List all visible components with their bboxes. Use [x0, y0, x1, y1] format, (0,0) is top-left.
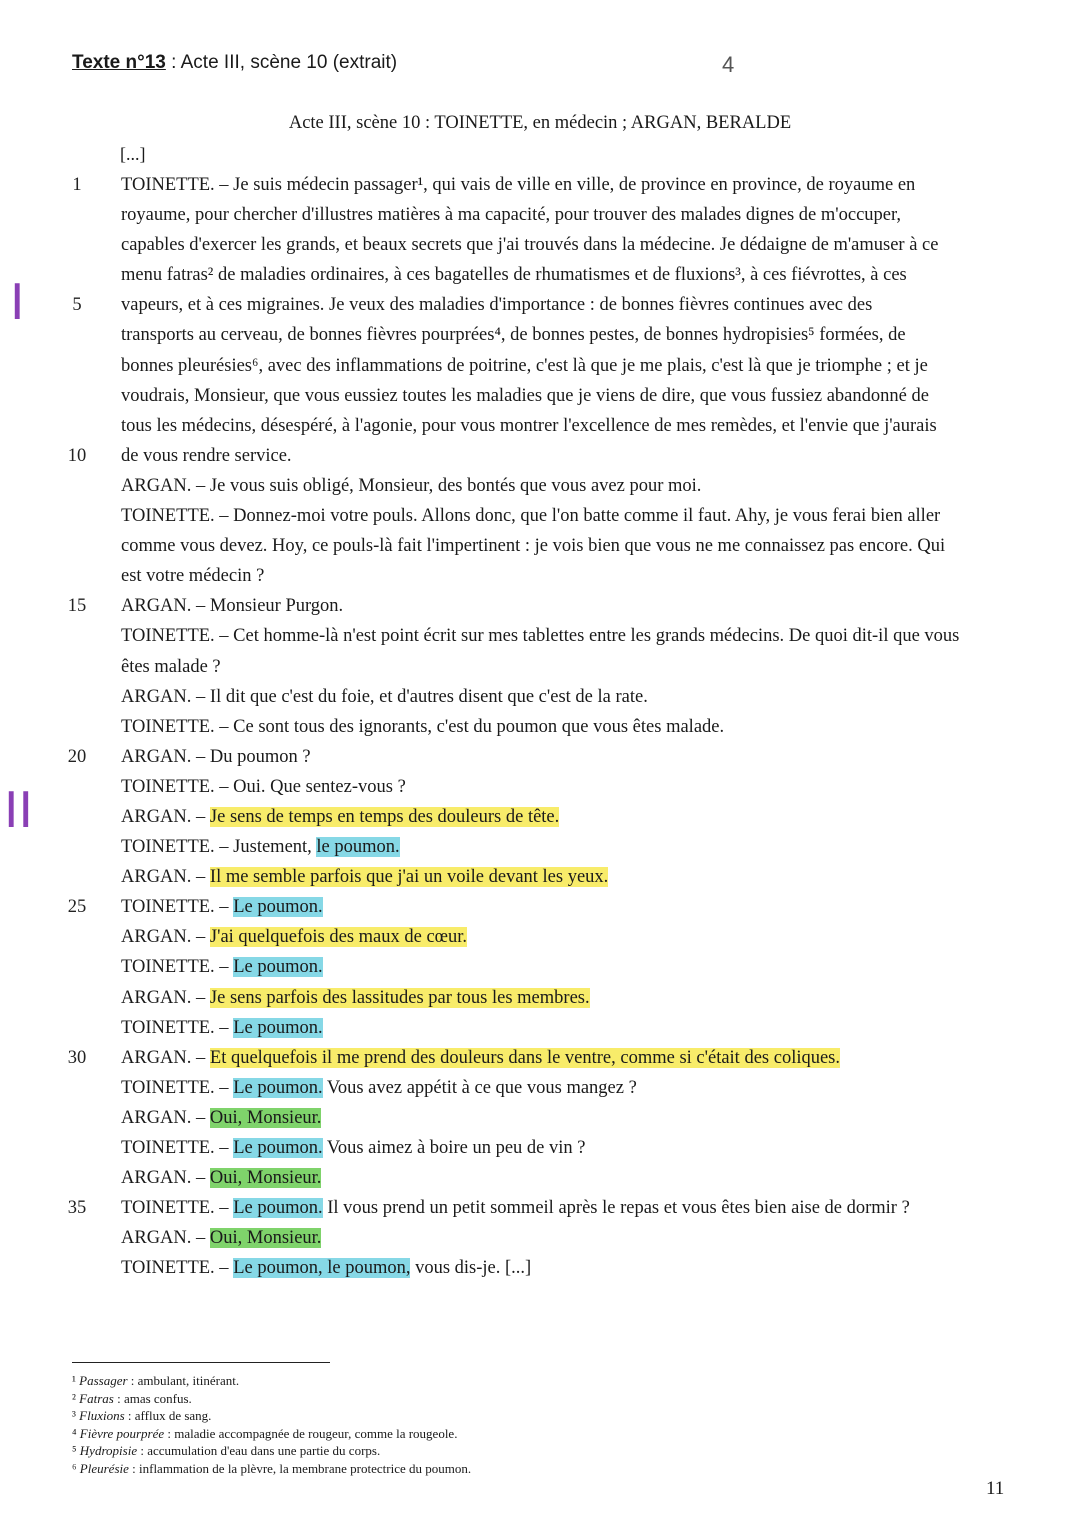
text-line [0, 983, 1080, 1013]
speaker-label: TOINETTE. – [121, 1198, 234, 1219]
text-line [0, 320, 1080, 350]
text-line [0, 952, 1080, 982]
reply-continuation: Il vous prend un petit sommeil après le repas et vous êtes bien aise de dormir ? [322, 1198, 910, 1219]
speaker-label: ARGAN. – [121, 867, 210, 888]
line-number: 25 [67, 897, 87, 918]
text-line [0, 1043, 1080, 1073]
line-text [121, 1133, 585, 1163]
line-text: tous les médecins, désespéré, à l'agonie, pour vous montrer l'excellence de mes remèdes, et l'envie que j'aurais [121, 415, 937, 436]
text-line [0, 230, 1080, 260]
line-text [121, 1193, 910, 1223]
play-text [0, 170, 1080, 1283]
footnote-term: Fatras [79, 1390, 114, 1406]
line-number: 1 [72, 175, 82, 195]
text-line [0, 1013, 1080, 1043]
page-number: 11 [986, 1478, 1005, 1499]
footnote [72, 1407, 471, 1425]
highlighted-reply: Le poumon. [233, 1198, 323, 1219]
line-text: voudrais, Monsieur, que vous eussiez toutes les maladies que je viens de dire, que vous fussiez abandonné de [121, 385, 929, 406]
speaker-label: ARGAN. – [121, 1168, 210, 1189]
line-text [121, 983, 590, 1013]
speaker-label: TOINETTE. – [121, 1138, 234, 1158]
line-text: capables d'exercer les grands, et beaux secrets que j'ai trouvés dans la médecine. Je dédaigne de m'amuser à ce [121, 235, 939, 256]
text-line [0, 1133, 1080, 1163]
line-number: 35 [67, 1198, 87, 1219]
highlighted-reply: le poumon. [316, 837, 400, 858]
line-text: TOINETTE. – Cet homme-là n'est point écrit sur mes tablettes entre les grands médecins. De quoi dit-il que vous [121, 626, 960, 647]
line-text: êtes malade ? [121, 656, 221, 677]
footnote-definition: : amas confus. [113, 1390, 192, 1406]
highlighted-reply: Et quelquefois il me prend des douleurs dans le ventre, comme si c'était des coliques. [209, 1047, 841, 1068]
line-text [121, 832, 400, 862]
document-header [72, 52, 397, 74]
speaker-label: TOINETTE. – [121, 897, 234, 918]
text-line [0, 802, 1080, 832]
footnote-term: Pleurésie [79, 1460, 129, 1476]
speaker-label: TOINETTE. – [121, 1017, 234, 1038]
text-line [0, 742, 1080, 772]
footnote-definition: : maladie accompagnée de rougeur, comme la rougeole. [164, 1425, 458, 1441]
line-text: ARGAN. – Monsieur Purgon. [121, 596, 344, 617]
line-text: ARGAN. – Je vous suis obligé, Monsieur, des bontés que vous avez pour moi. [121, 475, 702, 496]
line-text [121, 922, 467, 952]
highlighted-reply: Oui, Monsieur. [209, 1168, 322, 1189]
text-line [0, 381, 1080, 411]
footnote-mark: ³ [72, 1408, 80, 1423]
line-text [121, 1073, 637, 1103]
highlighted-reply: Je sens de temps en temps des douleurs de tête. [209, 806, 560, 827]
footnote-mark: ¹ [72, 1373, 80, 1388]
line-text: TOINETTE. – Oui. Que sentez-vous ? [121, 776, 406, 797]
text-line [0, 471, 1080, 501]
text-line [0, 561, 1080, 591]
reply-continuation: vous dis-je. [...] [410, 1258, 532, 1279]
line-text [121, 1043, 840, 1073]
text-number-label: Texte n°13 [72, 52, 166, 73]
text-line [0, 621, 1080, 651]
footnote-term: Fluxions [79, 1408, 125, 1423]
text-line [0, 652, 1080, 682]
line-text: TOINETTE. – Je suis médecin passager¹, qui vais de ville en ville, de province en province, de royaume en [121, 175, 916, 195]
text-line [0, 712, 1080, 742]
highlighted-reply: Oui, Monsieur. [209, 1228, 322, 1249]
line-text [121, 1013, 323, 1043]
text-line [0, 1223, 1080, 1253]
footnote [72, 1442, 471, 1460]
line-text: ARGAN. – Il dit que c'est du foie, et d'autres disent que c'est de la rate. [121, 686, 648, 707]
line-text [121, 1163, 321, 1193]
line-text: bonnes pleurésies⁶, avec des inflammations de poitrine, c'est là que je me plais, c'est là que je triomphe ; et je [121, 355, 928, 376]
footnote-mark: ⁴ [72, 1425, 80, 1441]
line-text [121, 1103, 321, 1133]
text-line [0, 1253, 1080, 1283]
line-text [121, 952, 323, 982]
text-line [0, 1103, 1080, 1133]
footnote [72, 1425, 471, 1443]
text-line [0, 260, 1080, 290]
footnote-divider [72, 1362, 330, 1363]
speaker-label: ARGAN. – [121, 806, 210, 827]
text-line [0, 501, 1080, 531]
reply-continuation: Vous aimez à boire un peu de vin ? [322, 1138, 586, 1158]
line-text [121, 892, 323, 922]
highlighted-reply: Le poumon. [233, 957, 323, 978]
line-text: ARGAN. – Du poumon ? [121, 746, 311, 767]
footnote-mark: ⁶ [72, 1460, 80, 1476]
speaker-label: ARGAN. – [121, 1047, 210, 1068]
line-text [121, 1223, 321, 1253]
speaker-label: ARGAN. – [121, 987, 210, 1008]
footnote-definition: : ambulant, itinérant. [127, 1373, 240, 1388]
scene-title: Acte III, scène 10 : TOINETTE, en médecin ; ARGAN, BERALDE [288, 113, 792, 133]
speaker-label: TOINETTE. – [121, 1258, 234, 1279]
line-text [121, 802, 559, 832]
highlighted-reply: J'ai quelquefois des maux de cœur. [209, 927, 468, 948]
margin-mark-part-one: I [10, 273, 25, 331]
text-line [0, 1163, 1080, 1193]
text-line [0, 290, 1080, 320]
line-text: transports au cerveau, de bonnes fièvres pourprées⁴, de bonnes pestes, de bonnes hydropisies⁵ formées, de [121, 325, 906, 346]
speaker-label: TOINETTE. – Justement, [121, 837, 317, 858]
footnote-mark: ⁵ [72, 1443, 80, 1458]
line-text: est votre médecin ? [121, 566, 265, 587]
line-number: 30 [67, 1047, 87, 1068]
speaker-label: TOINETTE. – [121, 957, 234, 978]
footnote-definition: : inflammation de la plèvre, la membrane protectrice du poumon. [128, 1460, 472, 1476]
highlighted-reply: Le poumon. [233, 1017, 323, 1038]
highlighted-reply: Oui, Monsieur. [209, 1107, 322, 1128]
text-line [0, 682, 1080, 712]
footnote-definition: : afflux de sang. [124, 1408, 212, 1423]
footnote-definition: : accumulation d'eau dans une partie du corps. [137, 1443, 381, 1458]
line-text [121, 862, 608, 892]
line-text: royaume, pour chercher d'illustres matières à ma capacité, pour trouver des malades dignes de m'occuper, [121, 205, 902, 226]
text-line [0, 922, 1080, 952]
text-line [0, 591, 1080, 621]
speaker-label: TOINETTE. – [121, 1077, 234, 1098]
highlighted-reply: Le poumon, le poumon, [233, 1258, 411, 1279]
line-text [121, 1253, 531, 1283]
text-line [0, 1193, 1080, 1223]
footnote-term: Fièvre pourprée [79, 1425, 165, 1441]
footnote-term: Hydropisie [79, 1443, 138, 1458]
speaker-label: ARGAN. – [121, 1228, 210, 1249]
highlighted-reply: Je sens parfois des lassitudes par tous les membres. [209, 987, 590, 1008]
text-line [0, 170, 1080, 200]
text-line [0, 1073, 1080, 1103]
opening-ellipsis: [...] [120, 144, 146, 164]
line-text: vapeurs, et à ces migraines. Je veux des maladies d'importance : de bonnes fièvres continues avec des [121, 295, 873, 316]
speaker-label: ARGAN. – [121, 1107, 210, 1128]
line-text: comme vous devez. Hoy, ce pouls-là fait l'impertinent : je vois bien que vous ne me connaissez pas encore. Qui [121, 536, 946, 557]
footnote [72, 1460, 471, 1478]
text-line [0, 892, 1080, 922]
text-line [0, 832, 1080, 862]
line-number: 5 [72, 295, 82, 316]
highlighted-reply: Le poumon. [233, 1138, 323, 1158]
text-reference: : Acte III, scène 10 (extrait) [165, 52, 398, 73]
text-line [0, 531, 1080, 561]
line-number: 15 [67, 596, 87, 617]
footnote [72, 1372, 471, 1390]
footnote-term: Passager [79, 1373, 128, 1388]
line-number: 20 [67, 746, 87, 767]
highlighted-reply: Le poumon. [233, 897, 323, 918]
line-text: de vous rendre service. [121, 445, 292, 466]
footnote-mark: ² [72, 1390, 80, 1406]
margin-mark-part-two: II [4, 781, 33, 839]
text-line [0, 200, 1080, 230]
line-text: TOINETTE. – Ce sont tous des ignorants, c'est du poumon que vous êtes malade. [121, 716, 725, 737]
text-line [0, 441, 1080, 471]
line-number: 10 [67, 445, 87, 466]
text-line [0, 772, 1080, 802]
footnote [72, 1390, 471, 1408]
footnotes [72, 1372, 471, 1477]
highlighted-reply: Le poumon. [233, 1077, 323, 1098]
highlighted-reply: Il me semble parfois que j'ai un voile devant les yeux. [209, 867, 609, 888]
line-text: TOINETTE. – Donnez-moi votre pouls. Allons donc, que l'on batte comme il faut. Ahy, je vous ferai bien aller [121, 506, 941, 527]
text-line [0, 411, 1080, 441]
speaker-label: ARGAN. – [121, 927, 210, 948]
text-line [0, 351, 1080, 381]
text-line [0, 862, 1080, 892]
reply-continuation: Vous avez appétit à ce que vous mangez ? [322, 1077, 637, 1098]
handwritten-page-mark: 4 [722, 52, 735, 77]
line-text: menu fatras² de maladies ordinaires, à ces bagatelles de rhumatismes et de fluxions³, à ces fiévrottes, à ces [121, 265, 907, 286]
